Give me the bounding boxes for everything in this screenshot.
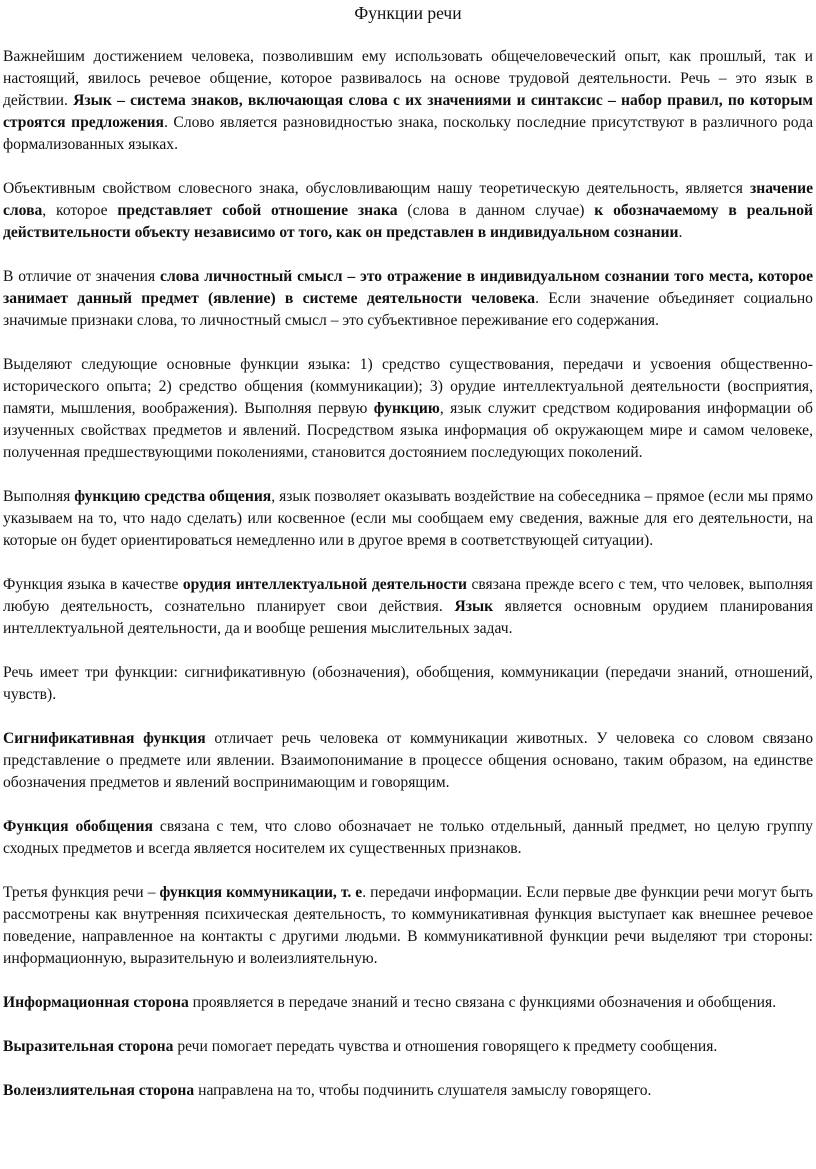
bold-text: функцию средства общения: [74, 488, 272, 505]
text-run: Выполняя: [3, 488, 75, 505]
paragraph: [3, 882, 813, 970]
text-run: .: [678, 224, 683, 241]
bold-text: Язык – система знаков, включающая слова с их значениями и синтаксис – набор правил, по которым строятся предложения: [3, 92, 814, 131]
bold-text: значение слова: [3, 180, 813, 219]
page-title: Функции речи: [354, 3, 462, 23]
text-run: , язык служит средством кодирования информации об изученных свойствах предметов и явлений. Посредством языка информация об окружающем мире и самом человеке, полученная предшествующими поколениями, становится достоянием последующих поколений.: [3, 400, 813, 461]
bold-text: Сигнификативная функция: [3, 730, 206, 747]
text-run: . Если значение объединяет социально значимые признаки слова, то личностный смысл – это субъективное переживание его содержания.: [3, 290, 813, 329]
paragraph: [3, 46, 813, 156]
paragraph: [3, 728, 813, 794]
text-run: проявляется в передаче знаний и тесно связана с функциями обозначения и обобщения.: [188, 994, 777, 1011]
bold-text: Информационная сторона: [3, 994, 189, 1011]
bold-text: к обозначаемому в реальной действительности объекту независимо от того, как он представлен в индивидуальном сознании: [3, 202, 814, 241]
bold-text: слова личностный смысл – это отражение в индивидуальном сознании того места, которое занимает данный предмет (явление) в системе деятельности человека: [3, 268, 813, 307]
paragraph: [3, 1036, 813, 1058]
text-run: . Слово является разновидностью знака, поскольку последние присутствуют в различного рода формализованных языках.: [3, 114, 813, 153]
bold-text: Выразительная сторона: [3, 1038, 174, 1055]
text-run: , язык позволяет оказывать воздействие на собеседника – прямое (если мы прямо указываем на то, что надо сделать) или косвенное (если мы сообщаем ему сведения, важные для его деятельности, на которые он будет ориентироваться немедленно или в другое время в соответствующей ситуации).: [3, 488, 814, 549]
bold-text: функцию: [373, 400, 440, 417]
text-run: является основным орудием планирования интеллектуальной деятельности, да и вообще решения мыслительных задач.: [3, 598, 813, 637]
paragraph: [3, 574, 813, 640]
paragraph: [3, 992, 813, 1014]
bold-text: представляет собой отношение знака: [117, 202, 398, 219]
text-run: Речь имеет три функции: сигнификативную (обозначения), обобщения, коммуникации (передачи знаний, отношений, чувств).: [3, 664, 813, 703]
document-body: [3, 46, 813, 1102]
bold-text: Язык: [454, 598, 494, 615]
text-run: Объективным свойством словесного знака, обусловливающим нашу теоретическую деятельность, является: [3, 180, 750, 197]
paragraph: [3, 662, 813, 706]
text-run: связана с тем, что слово обозначает не только отдельный, данный предмет, но целую группу сходных предметов и всегда является носителем их существенных признаков.: [3, 818, 813, 857]
text-run: Важнейшим достижением человека, позволившим ему использовать общечеловеческий опыт, как прошлый, так и настоящий, явилось речевое общение, которое развивалось на основе трудовой деятельности. Речь – это язык в действии.: [3, 48, 813, 109]
text-run: связана прежде всего с тем, что человек, выполняя любую деятельность, сознательно планирует свои действия.: [3, 576, 813, 615]
paragraph: [3, 354, 813, 464]
text-run: В отличие от значения: [3, 268, 161, 285]
paragraph: [3, 816, 813, 860]
text-run: (слова в данном случае): [397, 202, 595, 219]
text-run: , которое: [42, 202, 118, 219]
text-run: Выделяют следующие основные функции языка: 1) средство существования, передачи и усвоения общественно-исторического опыта; 2) средство общения (коммуникации); 3) орудие интеллектуальной деятельности (восприятия, памяти, мышления, воображения). Выполняя первую: [3, 356, 813, 417]
text-run: Функция языка в качестве: [3, 576, 183, 593]
paragraph: [3, 486, 813, 552]
paragraph: [3, 178, 813, 244]
text-run: Третья функция речи –: [3, 884, 160, 901]
text-run: направлена на то, чтобы подчинить слушателя замыслу говорящего.: [194, 1082, 652, 1099]
paragraph: [3, 1080, 813, 1102]
text-run: . передачи информации. Если первые две функции речи могут быть рассмотрены как внутренняя психическая деятельность, то коммуникативная функция выступает как внешнее речевое поведение, направленное на контакты с другими людьми. В коммуникативной функции речи выделяют три стороны: информационную, выразительную и волеизлиятельную.: [3, 884, 813, 967]
bold-text: функция коммуникации, т. е: [159, 884, 363, 901]
bold-text: Волеизлиятельная сторона: [3, 1082, 195, 1099]
text-run: речи помогает передать чувства и отношения говорящего к предмету сообщения.: [173, 1038, 718, 1055]
text-run: отличает речь человека от коммуникации животных. У человека со словом связано представление о предмете или явлении. Взаимопонимание в процессе общения основано, таким образом, на единстве обозначения предметов и явлений воспринимающим и говорящим.: [3, 730, 813, 791]
bold-text: Функция обобщения: [3, 818, 153, 835]
paragraph: [3, 266, 813, 332]
bold-text: орудия интеллектуальной деятельности: [182, 576, 468, 593]
